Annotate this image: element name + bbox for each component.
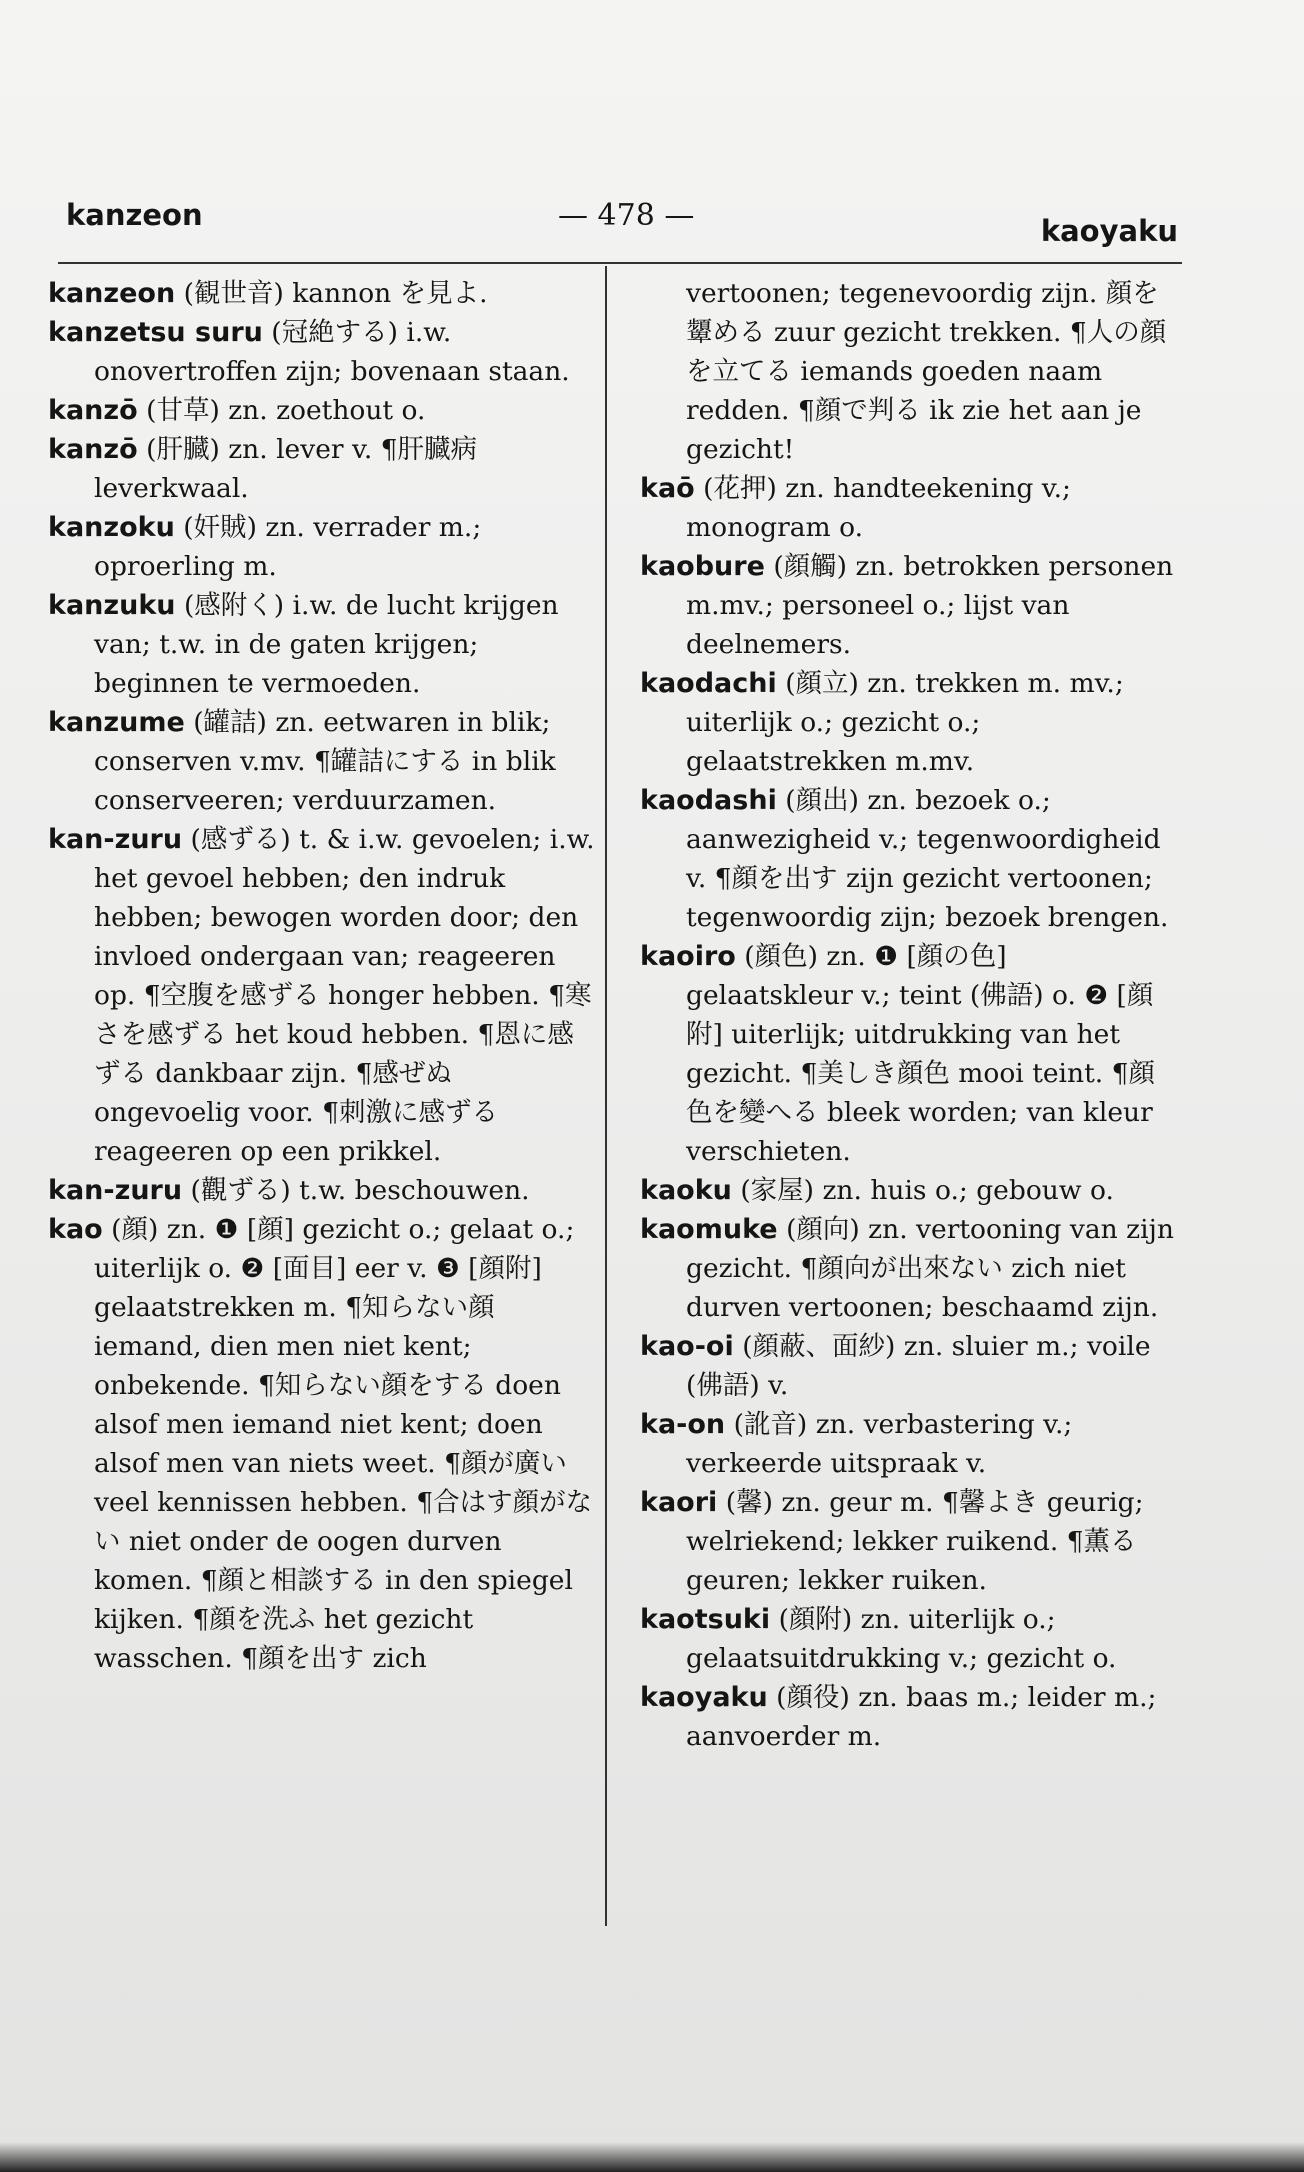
dictionary-entry [640,1483,1180,1600]
entry-definition: vertoonen; tegenevoordig zijn. 顔を顰める zuur gezicht trekken. ¶人の顔を立てる iemands goeden naam redden. ¶顔で判る ik zie het aan je gezicht! [686,278,1167,465]
entry-definition: (花押) zn. handteekening v.; monogram o. [686,473,1071,543]
entry-headword: kaoyaku [640,1682,768,1713]
entry-headword: ka-on [640,1409,726,1440]
column-divider [605,266,607,1926]
entry-headword: kaodashi [640,785,777,816]
entry-headword: kaomuke [640,1214,778,1245]
header-rule [58,262,1182,264]
entry-definition: (罐詰) zn. eetwaren in blik; conserven v.mv. ¶罐詰にする in blik conserveeren; verduurzamen. [94,707,556,816]
entry-headword: kanzō [48,434,138,465]
dictionary-entry [640,781,1180,937]
dictionary-entry [48,430,596,508]
entry-definition: (顔立) zn. trekken m. mv.; uiterlijk o.; gezicht o.; gelaatstrekken m.mv. [686,668,1124,777]
entry-headword: kaotsuki [640,1604,771,1635]
entry-headword: kanzume [48,707,185,738]
dictionary-entry [640,1210,1180,1327]
entry-definition: (顔色) zn. ❶ [顔の色] gelaatskleur v.; teint (佛語) o. ❷ [顔附] uiterlijk; uitdrukking van het gezicht. ¶美しき顔色 mooi teint. ¶顔色を變へる bleek worden; van kleur verschieten. [686,941,1155,1167]
running-head-right: kaoyaku [1040,214,1178,248]
entry-definition: (馨) zn. geur m. ¶馨よき geurig; welriekend; lekker ruikend. ¶薫る geuren; lekker ruiken. [686,1487,1144,1596]
entry-definition: (顔向) zn. vertooning van zijn gezicht. ¶顔向が出來ない zich niet durven vertoonen; beschaamd zijn. [686,1214,1174,1323]
entry-definition: (観世音) kannon を見よ. [183,278,488,309]
running-head-left: kanzeon [66,198,203,232]
entry-headword: kanzuku [48,590,176,621]
dictionary-entry [48,313,596,391]
entry-definition: (感ずる) t. & i.w. gevoelen; i.w. het gevoel hebben; den indruk hebben; bewogen worden door; den invloed ondergaan van; reageeren op. ¶空腹を感ずる honger hebben. ¶寒さを感ずる het koud hebben. ¶恩に感ずる dankbaar zijn. ¶感ぜぬ ongevoelig voor. ¶刺激に感ずる reageeren op een prikkel. [94,824,595,1167]
entry-definition: (感附く) i.w. de lucht krijgen van; t.w. in de gaten krijgen; beginnen te vermoeden. [94,590,559,699]
dictionary-entry [48,274,596,313]
entry-headword: kaoiro [640,941,736,972]
dictionary-entry [640,274,1180,469]
dictionary-entry [640,664,1180,781]
entry-headword: kao [48,1214,103,1245]
entry-headword: kao-oi [640,1331,734,1362]
entry-headword: kanzoku [48,512,175,543]
entry-definition: (顔觸) zn. betrokken personen m.mv.; personeel o.; lijst van deelnemers. [686,551,1174,660]
entry-headword: kanzō [48,395,138,426]
right-column [640,274,1180,1756]
entry-definition: (觀ずる) t.w. beschouwen. [190,1175,530,1206]
dictionary-entry [48,508,596,586]
entry-headword: kaodachi [640,668,777,699]
page-number: — 478 — [558,198,695,233]
dictionary-entry [640,1600,1180,1678]
entry-definition: (顔役) zn. baas m.; leider m.; aanvoerder m. [686,1682,1157,1752]
entry-headword: kaō [640,473,695,504]
dictionary-entry [48,1210,596,1678]
dictionary-entry [640,469,1180,547]
left-column [48,274,596,1678]
entry-definition: (家屋) zn. huis o.; gebouw o. [740,1175,1114,1206]
entry-definition: (顔) zn. ❶ [顔] gezicht o.; gelaat o.; uiterlijk o. ❷ [面目] eer v. ❸ [顔附] gelaatstrekken m. ¶知らない顔 iemand, dien men niet kent; onbekende. ¶知らない顔をする doen alsof men iemand niet kent; doen alsof men van niets weet. ¶顔が廣い veel kennissen hebben. ¶合はす顔がない niet onder de oogen durven komen. ¶顔と相談する in den spiegel kijken. ¶顔を洗ふ het gezicht wasschen. ¶顔を出す zich [94,1214,593,1674]
entry-headword: kaobure [640,551,765,582]
entry-headword: kan-zuru [48,1175,183,1206]
dictionary-entry [48,391,596,430]
dictionary-entry [640,547,1180,664]
dictionary-entry [640,1405,1180,1483]
dictionary-entry [48,820,596,1171]
entry-definition: (冠絶する) i.w. onovertroffen zijn; bovenaan staan. [94,317,570,387]
entry-definition: (顔附) zn. uiterlijk o.; gelaatsuitdrukking v.; gezicht o. [686,1604,1117,1674]
entry-definition: (訛音) zn. verbastering v.; verkeerde uitspraak v. [686,1409,1073,1479]
entry-definition: (奸賊) zn. verrader m.; oproerling m. [94,512,482,582]
entry-headword: kaori [640,1487,718,1518]
dictionary-entry [48,586,596,703]
dictionary-entry [48,703,596,820]
dictionary-entry [640,937,1180,1171]
dictionary-entry [48,1171,596,1210]
entry-definition: (顔出) zn. bezoek o.; aanwezigheid v.; tegenwoordigheid v. ¶顔を出す zijn gezicht vertoonen; tegenwoordig zijn; bezoek brengen. [686,785,1169,933]
entry-definition: (肝臓) zn. lever v. ¶肝臓病 leverkwaal. [94,434,478,504]
entry-definition: (顔蔽、面紗) zn. sluier m.; voile (佛語) v. [686,1331,1151,1401]
entry-headword: kaoku [640,1175,732,1206]
entry-definition: (甘草) zn. zoethout o. [146,395,426,426]
entry-headword: kanzeon [48,278,176,309]
dictionary-entry [640,1678,1180,1756]
entry-headword: kan-zuru [48,824,183,855]
dictionary-entry [640,1171,1180,1210]
dictionary-entry [640,1327,1180,1405]
page-edge-shadow [0,2142,1304,2172]
entry-headword: kanzetsu suru [48,317,263,348]
